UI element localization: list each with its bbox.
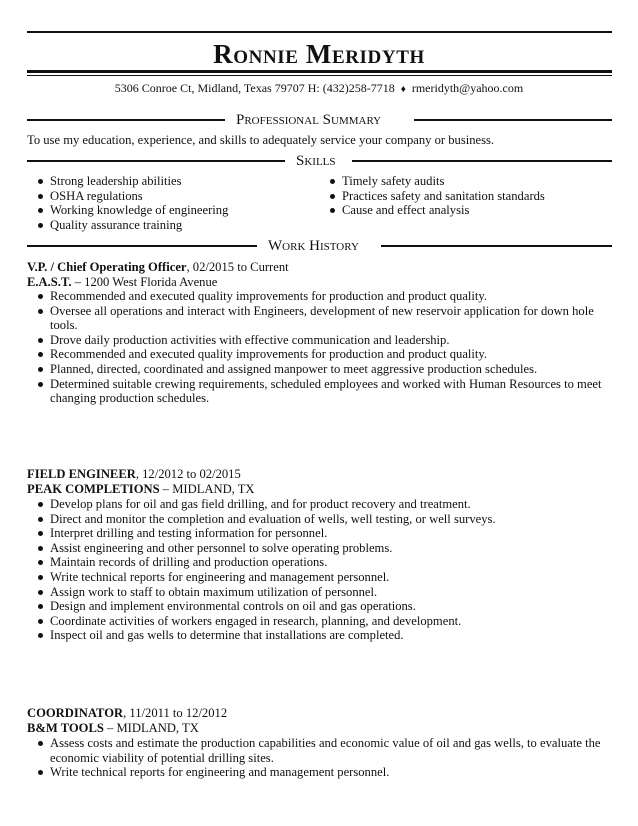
list-item: Practices safety and sanitation standards <box>319 189 609 204</box>
contact-address: 5306 Conroe Ct, Midland, Texas 79707 <box>114 81 305 95</box>
list-item: OSHA regulations <box>27 189 307 204</box>
work-rule-right <box>381 245 612 247</box>
list-item: Write technical reports for engineering and management personnel. <box>27 570 612 585</box>
job-location: – 1200 West Florida Avenue <box>71 275 218 289</box>
job-company: B&M TOOLS <box>27 721 104 735</box>
job-company-line <box>27 275 217 290</box>
summary-rule-right <box>414 119 612 121</box>
list-item: Planned, directed, coordinated and assigned manpower to meet aggressive production schedules. <box>27 362 612 377</box>
job-title-line <box>27 467 241 482</box>
job-dates: , 02/2015 to Current <box>186 260 289 274</box>
skills-list-right <box>319 174 609 218</box>
list-item: Quality assurance training <box>27 218 307 233</box>
list-item: Recommended and executed quality improvements for production and product quality. <box>27 347 612 362</box>
job-company-line <box>27 721 199 736</box>
work-rule-left <box>27 245 257 247</box>
list-item: Direct and monitor the completion and evaluation of wells, well testing, or well surveys. <box>27 512 612 527</box>
job-location: – MIDLAND, TX <box>103 721 199 735</box>
list-item: Determined suitable crewing requirements, scheduled employees and worked with Human Resources to meet changing production schedules. <box>27 377 612 406</box>
list-item: Assign work to staff to obtain maximum utilization of personnel. <box>27 585 612 600</box>
summary-text: To use my education, experience, and skills to adequately service your company or business. <box>27 133 495 147</box>
list-item: Assess costs and estimate the production capabilities and economic value of oil and gas wells, to evaluate the economic viability of potential drilling sites. <box>27 736 612 765</box>
list-item: Design and implement environmental controls on oil and gas operations. <box>27 599 612 614</box>
list-item: Coordinate activities of workers engaged in research, planning, and development. <box>27 614 612 629</box>
list-item: Drove daily production activities with effective communication and leadership. <box>27 333 612 348</box>
diamond-separator-icon: ♦ <box>400 84 406 95</box>
job-bullets <box>27 736 612 780</box>
job-bullets <box>27 289 612 406</box>
job-bullets <box>27 497 612 643</box>
job-company-line <box>27 482 255 497</box>
list-item: Assist engineering and other personnel to solve operating problems. <box>27 541 612 556</box>
list-item: Oversee all operations and interact with Engineers, development of new reservoir application for down hole tools. <box>27 304 612 333</box>
job-location: – MIDLAND, TX <box>159 482 255 496</box>
job-dates: , 12/2012 to 02/2015 <box>135 467 241 481</box>
job-title: COORDINATOR <box>27 706 124 720</box>
job-company: PEAK COMPLETIONS <box>27 482 160 496</box>
work-heading: Work History <box>263 238 364 254</box>
contact-line <box>0 80 638 98</box>
list-item: Timely safety audits <box>319 174 609 189</box>
list-item: Working knowledge of engineering <box>27 203 307 218</box>
summary-rule-left <box>27 119 225 121</box>
list-item: Cause and effect analysis <box>319 203 609 218</box>
list-item: Maintain records of drilling and production operations. <box>27 555 612 570</box>
summary-heading: Professional Summary <box>231 112 386 128</box>
list-item: Inspect oil and gas wells to determine that installations are completed. <box>27 628 612 643</box>
job-dates: , 11/2011 to 12/2012 <box>123 706 228 720</box>
skills-rule-right <box>352 160 612 162</box>
job-title-line <box>27 260 289 275</box>
skills-heading: Skills <box>291 153 341 169</box>
candidate-name: Ronnie Meridyth <box>213 39 425 69</box>
skills-list-left <box>27 174 307 232</box>
top-rule <box>27 31 612 33</box>
job-title: V.P. / Chief Operating Officer <box>27 260 187 274</box>
list-item: Interpret drilling and testing information for personnel. <box>27 526 612 541</box>
name-rule-thin <box>27 75 612 76</box>
job-company: E.A.S.T. <box>27 275 72 289</box>
job-title: FIELD ENGINEER <box>27 467 136 481</box>
name-rule-thick <box>27 70 612 73</box>
skills-rule-left <box>27 160 285 162</box>
list-item: Develop plans for oil and gas field drilling, and for product recovery and treatment. <box>27 497 612 512</box>
list-item: Strong leadership abilities <box>27 174 307 189</box>
list-item: Write technical reports for engineering and management personnel. <box>27 765 612 780</box>
contact-email: rmeridyth@yahoo.com <box>411 81 524 95</box>
list-item: Recommended and executed quality improvements for production and product quality. <box>27 289 612 304</box>
contact-phone: H: (432)258-7718 <box>307 81 395 95</box>
job-title-line <box>27 706 227 721</box>
